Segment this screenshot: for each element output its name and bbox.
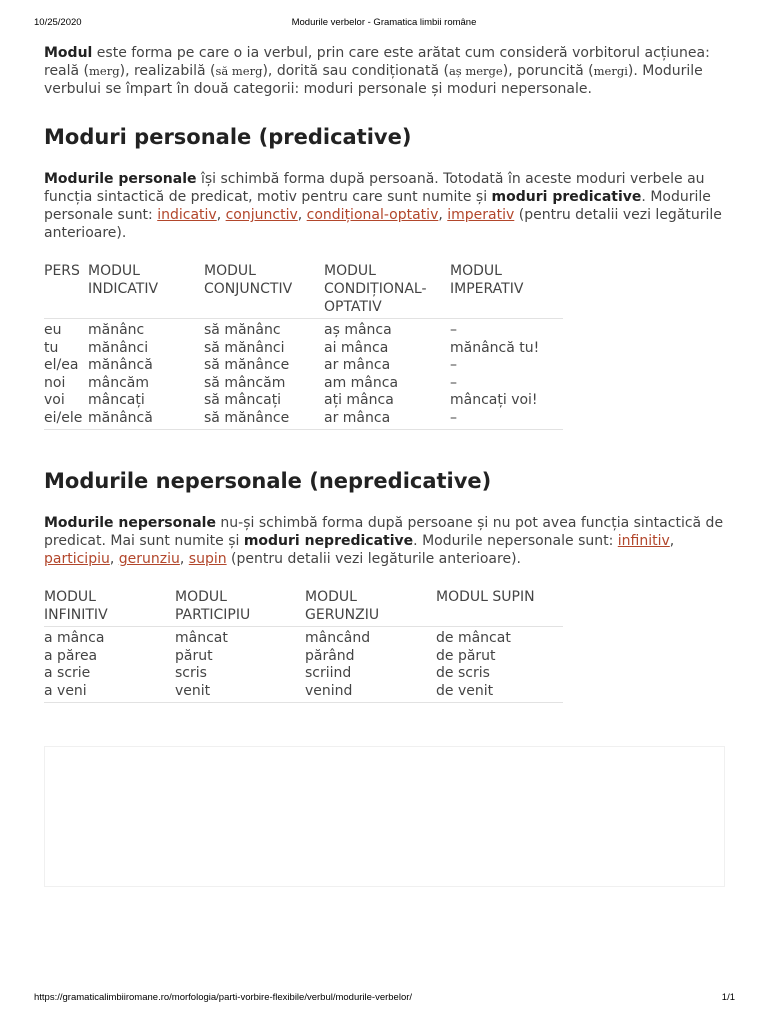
print-footer: [0, 992, 768, 1006]
table-cell: mănânci: [88, 339, 149, 356]
intro-paragraph: Modul este forma pe care o ia verbul, prin care este arătat cum consideră vorbitorul acțiunea: reală (merg), realizabilă (să merg), dorită sau condiționată (aș merge), poruncită (mergi). Modurile verbului se împart în două categorii: moduri personale și moduri nepersonale.: [44, 45, 710, 97]
table-cell: părut: [175, 647, 213, 664]
table-row: [44, 683, 563, 703]
link-conditional-optativ[interactable]: condițional-optativ: [306, 207, 439, 223]
table-row: [44, 319, 563, 340]
personal-moods-table: [44, 262, 563, 430]
link-participiu[interactable]: participiu: [44, 551, 110, 567]
table-cell: ei/ele: [44, 409, 83, 426]
table-cell: –: [450, 374, 457, 391]
table-cell: ați mânca: [324, 392, 394, 408]
table-cell: mâncăm: [88, 374, 150, 391]
table-cell: de venit: [436, 682, 494, 699]
header-participiu: MODUL PARTICIPIU: [175, 589, 251, 623]
table-cell: mâncat: [175, 630, 228, 646]
link-imperativ[interactable]: imperativ: [447, 207, 515, 223]
header-conditional-optativ: MODUL CONDIȚIONAL- OPTATIV: [324, 263, 427, 315]
table-cell: a scrie: [44, 665, 91, 681]
example-conjunctiv: să merg: [215, 64, 263, 78]
table-cell: să mâncăm: [204, 374, 286, 391]
header-pers: PERS: [44, 263, 80, 279]
table-cell: voi: [44, 392, 65, 408]
table-cell: mâncând: [305, 630, 371, 646]
table-cell: mănâncă tu!: [450, 339, 540, 356]
table-cell: aș mânca: [324, 322, 392, 338]
table-cell: să mănânce: [204, 409, 290, 426]
table-cell: venind: [305, 682, 353, 699]
table-cell: scris: [175, 665, 207, 681]
table-cell: el/ea: [44, 357, 79, 373]
table-cell: de mâncat: [436, 630, 511, 646]
table-row: [44, 627, 563, 648]
table-cell: ar mânca: [324, 409, 391, 426]
link-conjunctiv[interactable]: conjunctiv: [225, 207, 298, 223]
header-infinitiv: MODUL INFINITIV: [44, 589, 108, 623]
personal-moods-paragraph: Modurile personale își schimbă forma după persoană. Totodată în aceste moduri verbele au funcția sintactică de predicat, motiv pentru care sunt numite și moduri predicative. Modurile personale sunt: indicativ, conjunctiv, condițional-optativ, imperativ (pentru detalii vezi legăturile anterioare).: [44, 171, 722, 241]
table-cell: a mânca: [44, 630, 105, 646]
link-indicativ[interactable]: indicativ: [157, 207, 217, 223]
table-cell: să mănânce: [204, 357, 290, 373]
table-cell: am mânca: [324, 374, 399, 391]
example-conditional: aș merge: [448, 64, 503, 78]
intro-term: Modul: [44, 45, 93, 61]
table-cell: eu: [44, 322, 62, 338]
table-cell: –: [450, 409, 457, 426]
table-cell: mănânc: [88, 322, 145, 338]
header-conjunctiv: MODUL CONJUNCTIV: [204, 263, 293, 297]
print-header: [0, 17, 768, 31]
print-url: https://gramaticalimbiiromane.ro/morfologia/parti-vorbire-flexibile/verbul/modurile-verbelor/: [34, 992, 413, 1003]
table-cell: să mâncați: [204, 392, 282, 408]
header-supin: MODUL SUPIN: [436, 589, 535, 605]
table-cell: părând: [305, 647, 355, 664]
table-row: [44, 648, 563, 666]
link-infinitiv[interactable]: infinitiv: [617, 533, 670, 549]
link-gerunziu[interactable]: gerunziu: [118, 551, 180, 567]
table-cell: ai mânca: [324, 339, 389, 356]
table-cell: a părea: [44, 647, 98, 664]
table-cell: mănâncă: [88, 409, 153, 426]
example-imperativ: mergi: [593, 64, 628, 78]
table-cell: să mănânc: [204, 322, 281, 338]
table-cell: mâncați voi!: [450, 392, 538, 408]
example-indicativ: merg: [89, 64, 120, 78]
table-cell: de părut: [436, 647, 496, 664]
table-header-row: [44, 262, 563, 319]
table-cell: să mănânci: [204, 339, 285, 356]
table-row: [44, 392, 563, 410]
print-date: 10/25/2020: [34, 17, 82, 28]
article-content: [44, 44, 734, 703]
table-cell: tu: [44, 339, 59, 356]
heading-personal-moods: Moduri personale (predicative): [44, 125, 412, 149]
table-cell: –: [450, 322, 457, 338]
print-page-title: Modurile verbelor - Gramatica limbii române: [291, 17, 477, 28]
table-row: [44, 375, 563, 393]
header-gerunziu: MODUL GERUNZIU: [305, 589, 380, 623]
empty-ad-placeholder: [44, 746, 725, 887]
heading-nonpersonal-moods: Modurile nepersonale (nepredicative): [44, 469, 492, 493]
table-cell: noi: [44, 374, 66, 391]
link-supin[interactable]: supin: [188, 551, 227, 567]
header-indicativ: MODUL INDICATIV: [88, 263, 159, 297]
table-cell: –: [450, 357, 457, 373]
table-cell: scriind: [305, 665, 352, 681]
table-cell: ar mânca: [324, 357, 391, 373]
table-row: [44, 357, 563, 375]
table-header-row: [44, 588, 563, 627]
nonpersonal-moods-paragraph: Modurile nepersonale nu-și schimbă forma după persoane și nu pot avea funcția sintactică de predicat. Mai sunt numite și moduri nepredicative. Modurile nepersonale sunt: infinitiv, participiu, gerunziu, supin (pentru detalii vezi legăturile anterioare).: [44, 515, 724, 567]
header-imperativ: MODUL IMPERATIV: [450, 263, 524, 297]
table-cell: venit: [175, 682, 211, 699]
table-row: [44, 340, 563, 358]
nonpersonal-moods-table: [44, 588, 563, 703]
table-cell: a veni: [44, 682, 87, 699]
print-page-number: 1/1: [721, 992, 735, 1003]
table-row: [44, 665, 563, 683]
table-cell: mănâncă: [88, 357, 153, 373]
table-cell: de scris: [436, 665, 490, 681]
table-row: [44, 410, 563, 430]
table-cell: mâncați: [88, 392, 145, 408]
